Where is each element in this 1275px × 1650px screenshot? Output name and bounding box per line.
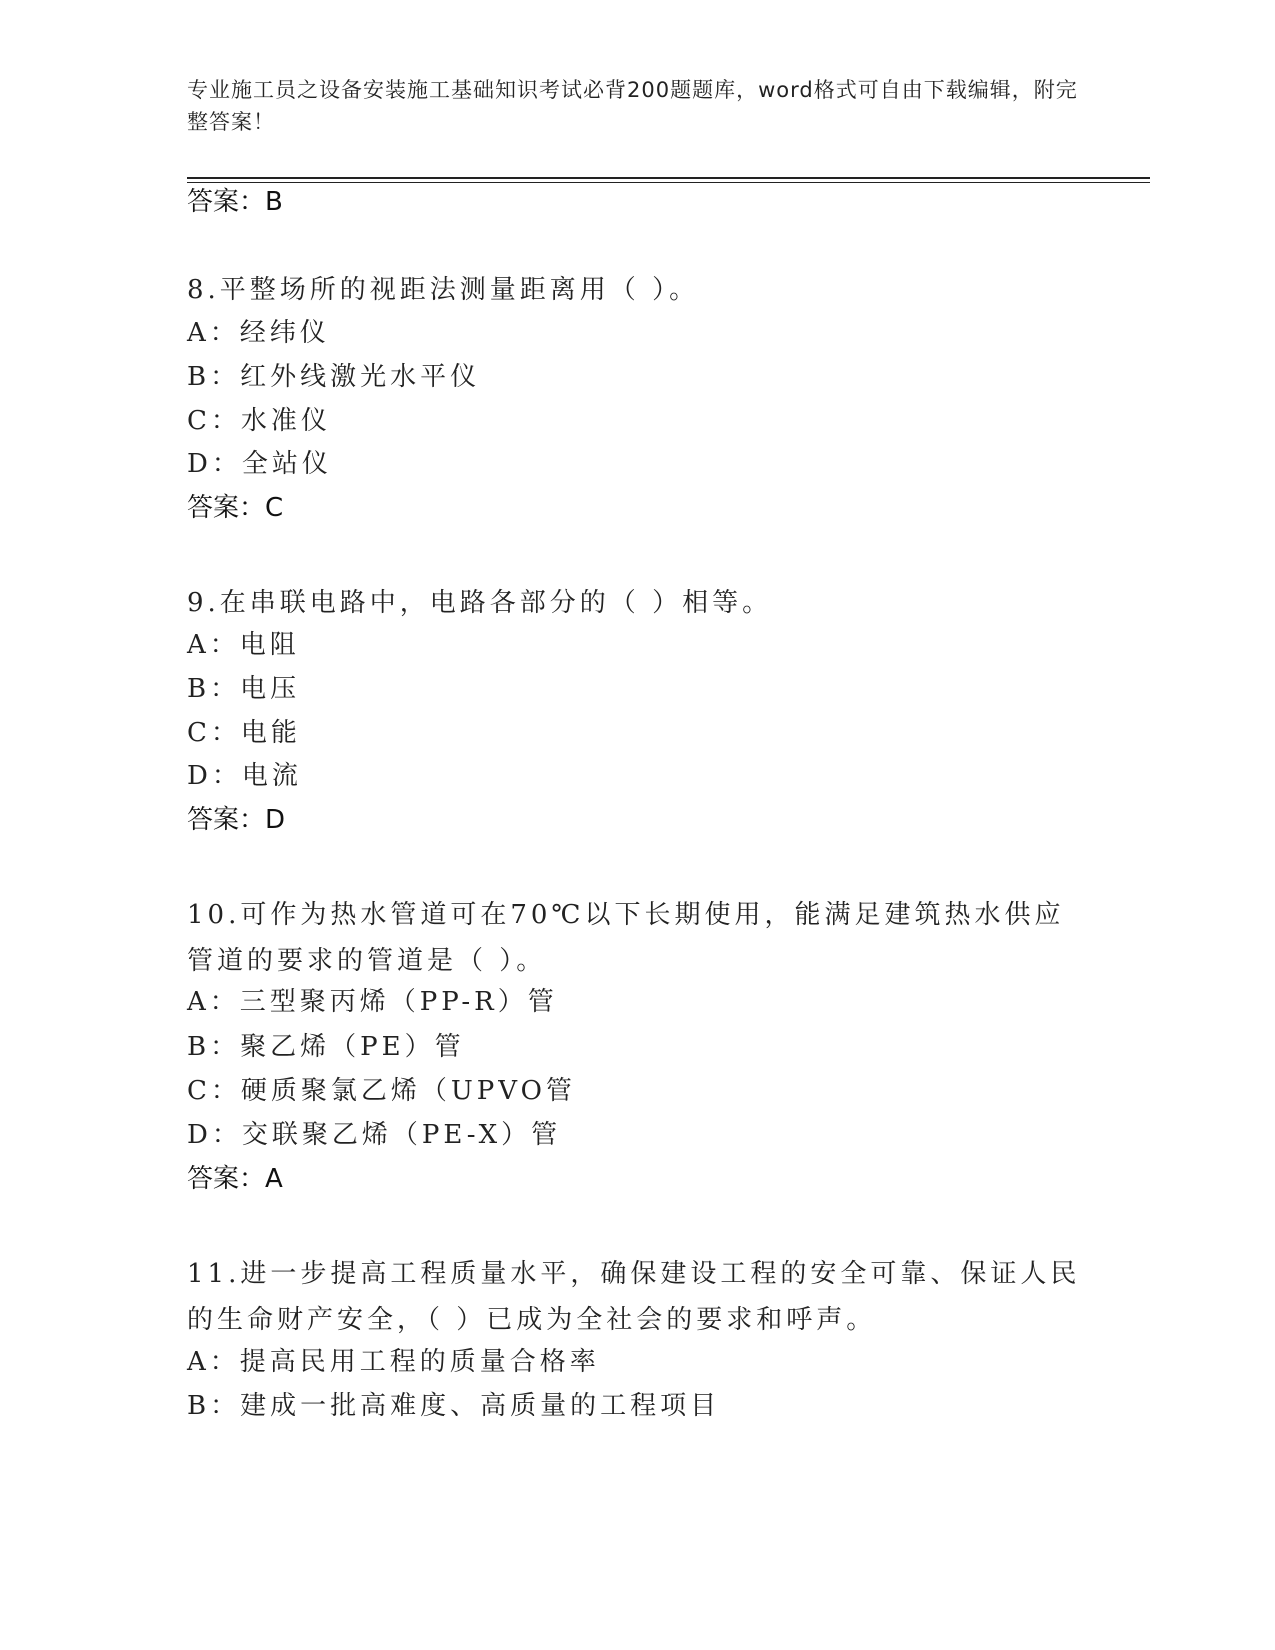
header-rule-thin <box>187 182 1150 183</box>
question-8-option-c: C：水准仪 <box>187 406 331 436</box>
question-10-option-c: C：硬质聚氯乙烯（UPVO管 <box>187 1076 576 1106</box>
question-9-answer: 答案：D <box>187 805 286 835</box>
question-10-option-b: B：聚乙烯（PE）管 <box>187 1032 465 1062</box>
question-8-answer: 答案：C <box>187 493 284 523</box>
question-9-text: 9.在串联电路中，电路各部分的（ ）相等。 <box>187 588 773 618</box>
question-8-option-a: A：经纬仪 <box>187 318 330 348</box>
question-9-option-a: A：电阻 <box>187 630 300 660</box>
question-9-option-b: B：电压 <box>187 674 301 704</box>
header-rule-thick <box>187 177 1150 179</box>
question-10-option-a: A：三型聚丙烯（PP-R）管 <box>187 987 558 1017</box>
question-11-option-b: B：建成一批高难度、高质量的工程项目 <box>187 1391 721 1421</box>
question-10-text: 10.可作为热水管道可在70℃以下长期使用，能满足建筑热水供应管道的要求的管道是（ ）。 <box>187 900 1065 976</box>
question-9-option-d: D：电流 <box>187 761 302 791</box>
question-8-option-d: D：全站仪 <box>187 449 332 479</box>
question-9-option-c: C：电能 <box>187 718 301 748</box>
document-header: 专业施工员之设备安装施工基础知识考试必背200题题库，word格式可自由下载编辑，附完整答案！ <box>187 78 1078 134</box>
question-8-option-b: B：红外线激光水平仪 <box>187 362 481 392</box>
answer-prev: 答案：B <box>187 187 283 217</box>
question-8-text: 8.平整场所的视距法测量距离用（ ）。 <box>187 275 700 305</box>
question-10-answer: 答案：A <box>187 1164 283 1194</box>
question-11-text: 11.进一步提高工程质量水平，确保建设工程的安全可靠、保证人民的生命财产安全，（ ）已成为全社会的要求和呼声。 <box>187 1259 1081 1335</box>
question-10-option-d: D：交联聚乙烯（PE-X）管 <box>187 1120 562 1150</box>
question-11-option-a: A：提高民用工程的质量合格率 <box>187 1347 600 1377</box>
